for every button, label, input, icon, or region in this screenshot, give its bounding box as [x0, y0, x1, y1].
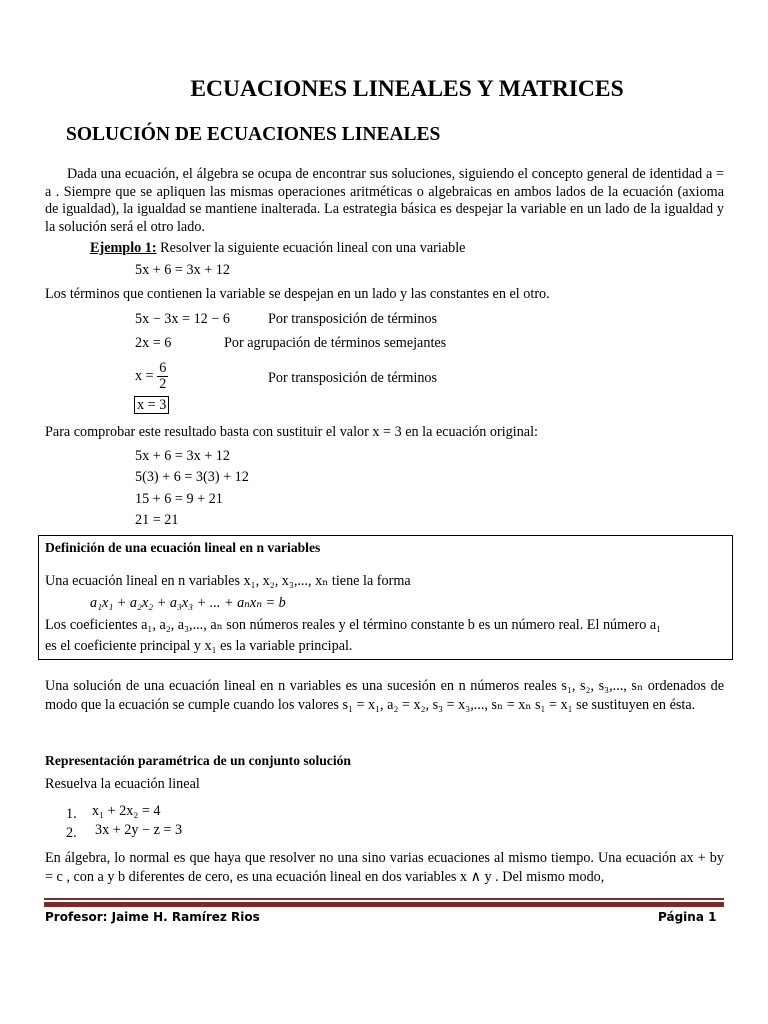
result-box	[134, 397, 169, 415]
step-3-prefix: x =	[135, 367, 154, 384]
closing-paragraph: En álgebra, lo normal es que haya que resolver no una sino varias ecuaciones al mismo tiempo. Una ecuación ax + by = c , con a y b diferentes de cero, es una ecuación lineal en dos variables x ∧ y . Del mismo modo,	[45, 850, 724, 885]
fraction-numerator: 6	[159, 360, 167, 376]
step-1-equation: 5x − 3x = 12 − 6	[135, 311, 230, 327]
param-item-1-number: 1.	[66, 806, 77, 822]
check-line-4: 21 = 21	[135, 512, 179, 528]
definition-line-2: Los coeficientes a₁, a₂, a₃,..., aₙ son números reales y el término constante b es un número real. El número a₁	[45, 617, 662, 633]
definition-line-3: es el coeficiente principal y x₁ es la variable principal.	[45, 638, 353, 654]
definition-formula: a₁x₁ + a₂x₂ + a₃x₃ + ... + aₙxₙ = b	[90, 595, 286, 611]
check-line-1: 5x + 6 = 3x + 12	[135, 448, 230, 464]
definition-title: Definición de una ecuación lineal en n variables	[45, 540, 321, 555]
example-label: Ejemplo 1:	[90, 240, 157, 256]
example-text: Resolver la siguiente ecuación lineal con una variable	[156, 240, 466, 256]
check-line-2: 5(3) + 6 = 3(3) + 12	[135, 469, 249, 485]
document-title: ECUACIONES LINEALES Y MATRICES	[190, 76, 624, 102]
param-item-2-number: 2.	[66, 825, 77, 841]
explain-text: Los términos que contienen la variable se despejan en un lado y las constantes en el otro.	[45, 286, 550, 302]
footer-rule-thick	[44, 902, 724, 907]
param-item-1-equation: x₁ + 2x₂ = 4	[92, 803, 161, 819]
intro-paragraph: Dada una ecuación, el álgebra se ocupa de encontrar sus soluciones, siguiendo el concepto general de identidad a = a . Siempre que se apliquen las mismas operaciones aritméticas o algebraicas en ambos lados de la ecuación (axioma de igualdad), la igualdad se mantiene inalterada. La estrategia básica es despejar la variable en un lado de la igualdad y la solución será el otro lado.	[45, 166, 724, 235]
step-3-fraction	[157, 361, 168, 392]
footer-author: Profesor: Jaime H. Ramírez Rios	[45, 910, 260, 924]
step-2-equation: 2x = 6	[135, 335, 172, 351]
footer-rule-thin	[44, 898, 724, 900]
example-equation: 5x + 6 = 3x + 12	[135, 262, 230, 278]
step-2-note: Por agrupación de términos semejantes	[224, 335, 447, 351]
footer-page-number: Página 1	[658, 910, 717, 924]
section-heading: SOLUCIÓN DE ECUACIONES LINEALES	[66, 124, 441, 145]
step-1-note: Por transposición de términos	[268, 311, 438, 327]
param-intro: Resuelva la ecuación lineal	[45, 776, 200, 792]
result-value: x = 3	[134, 396, 169, 414]
param-item-2-equation: 3x + 2y − z = 3	[95, 822, 183, 838]
step-3-equation	[135, 361, 168, 392]
param-title: Representación paramétrica de un conjunto solución	[45, 753, 351, 768]
definition-line-1: Una ecuación lineal en n variables x₁, x₂, x₃,..., xₙ tiene la forma	[45, 573, 411, 589]
step-3-note: Por transposición de términos	[268, 370, 438, 386]
check-line-3: 15 + 6 = 9 + 21	[135, 491, 223, 507]
fraction-denominator: 2	[159, 376, 167, 392]
check-text: Para comprobar este resultado basta con sustituir el valor x = 3 en la ecuación original:	[45, 424, 538, 440]
solution-paragraph: Una solución de una ecuación lineal en n variables es una sucesión en n números reales s₁, s₂, s₃,..., sₙ ordenados de modo que la ecuación se cumple cuando los valores s₁ = x₁, a₂ = x₂, s₃ = x₃,..., sₙ = xₙ s₁ = x₁ se sustituyen en ésta.	[45, 678, 724, 713]
example-line	[90, 240, 465, 258]
